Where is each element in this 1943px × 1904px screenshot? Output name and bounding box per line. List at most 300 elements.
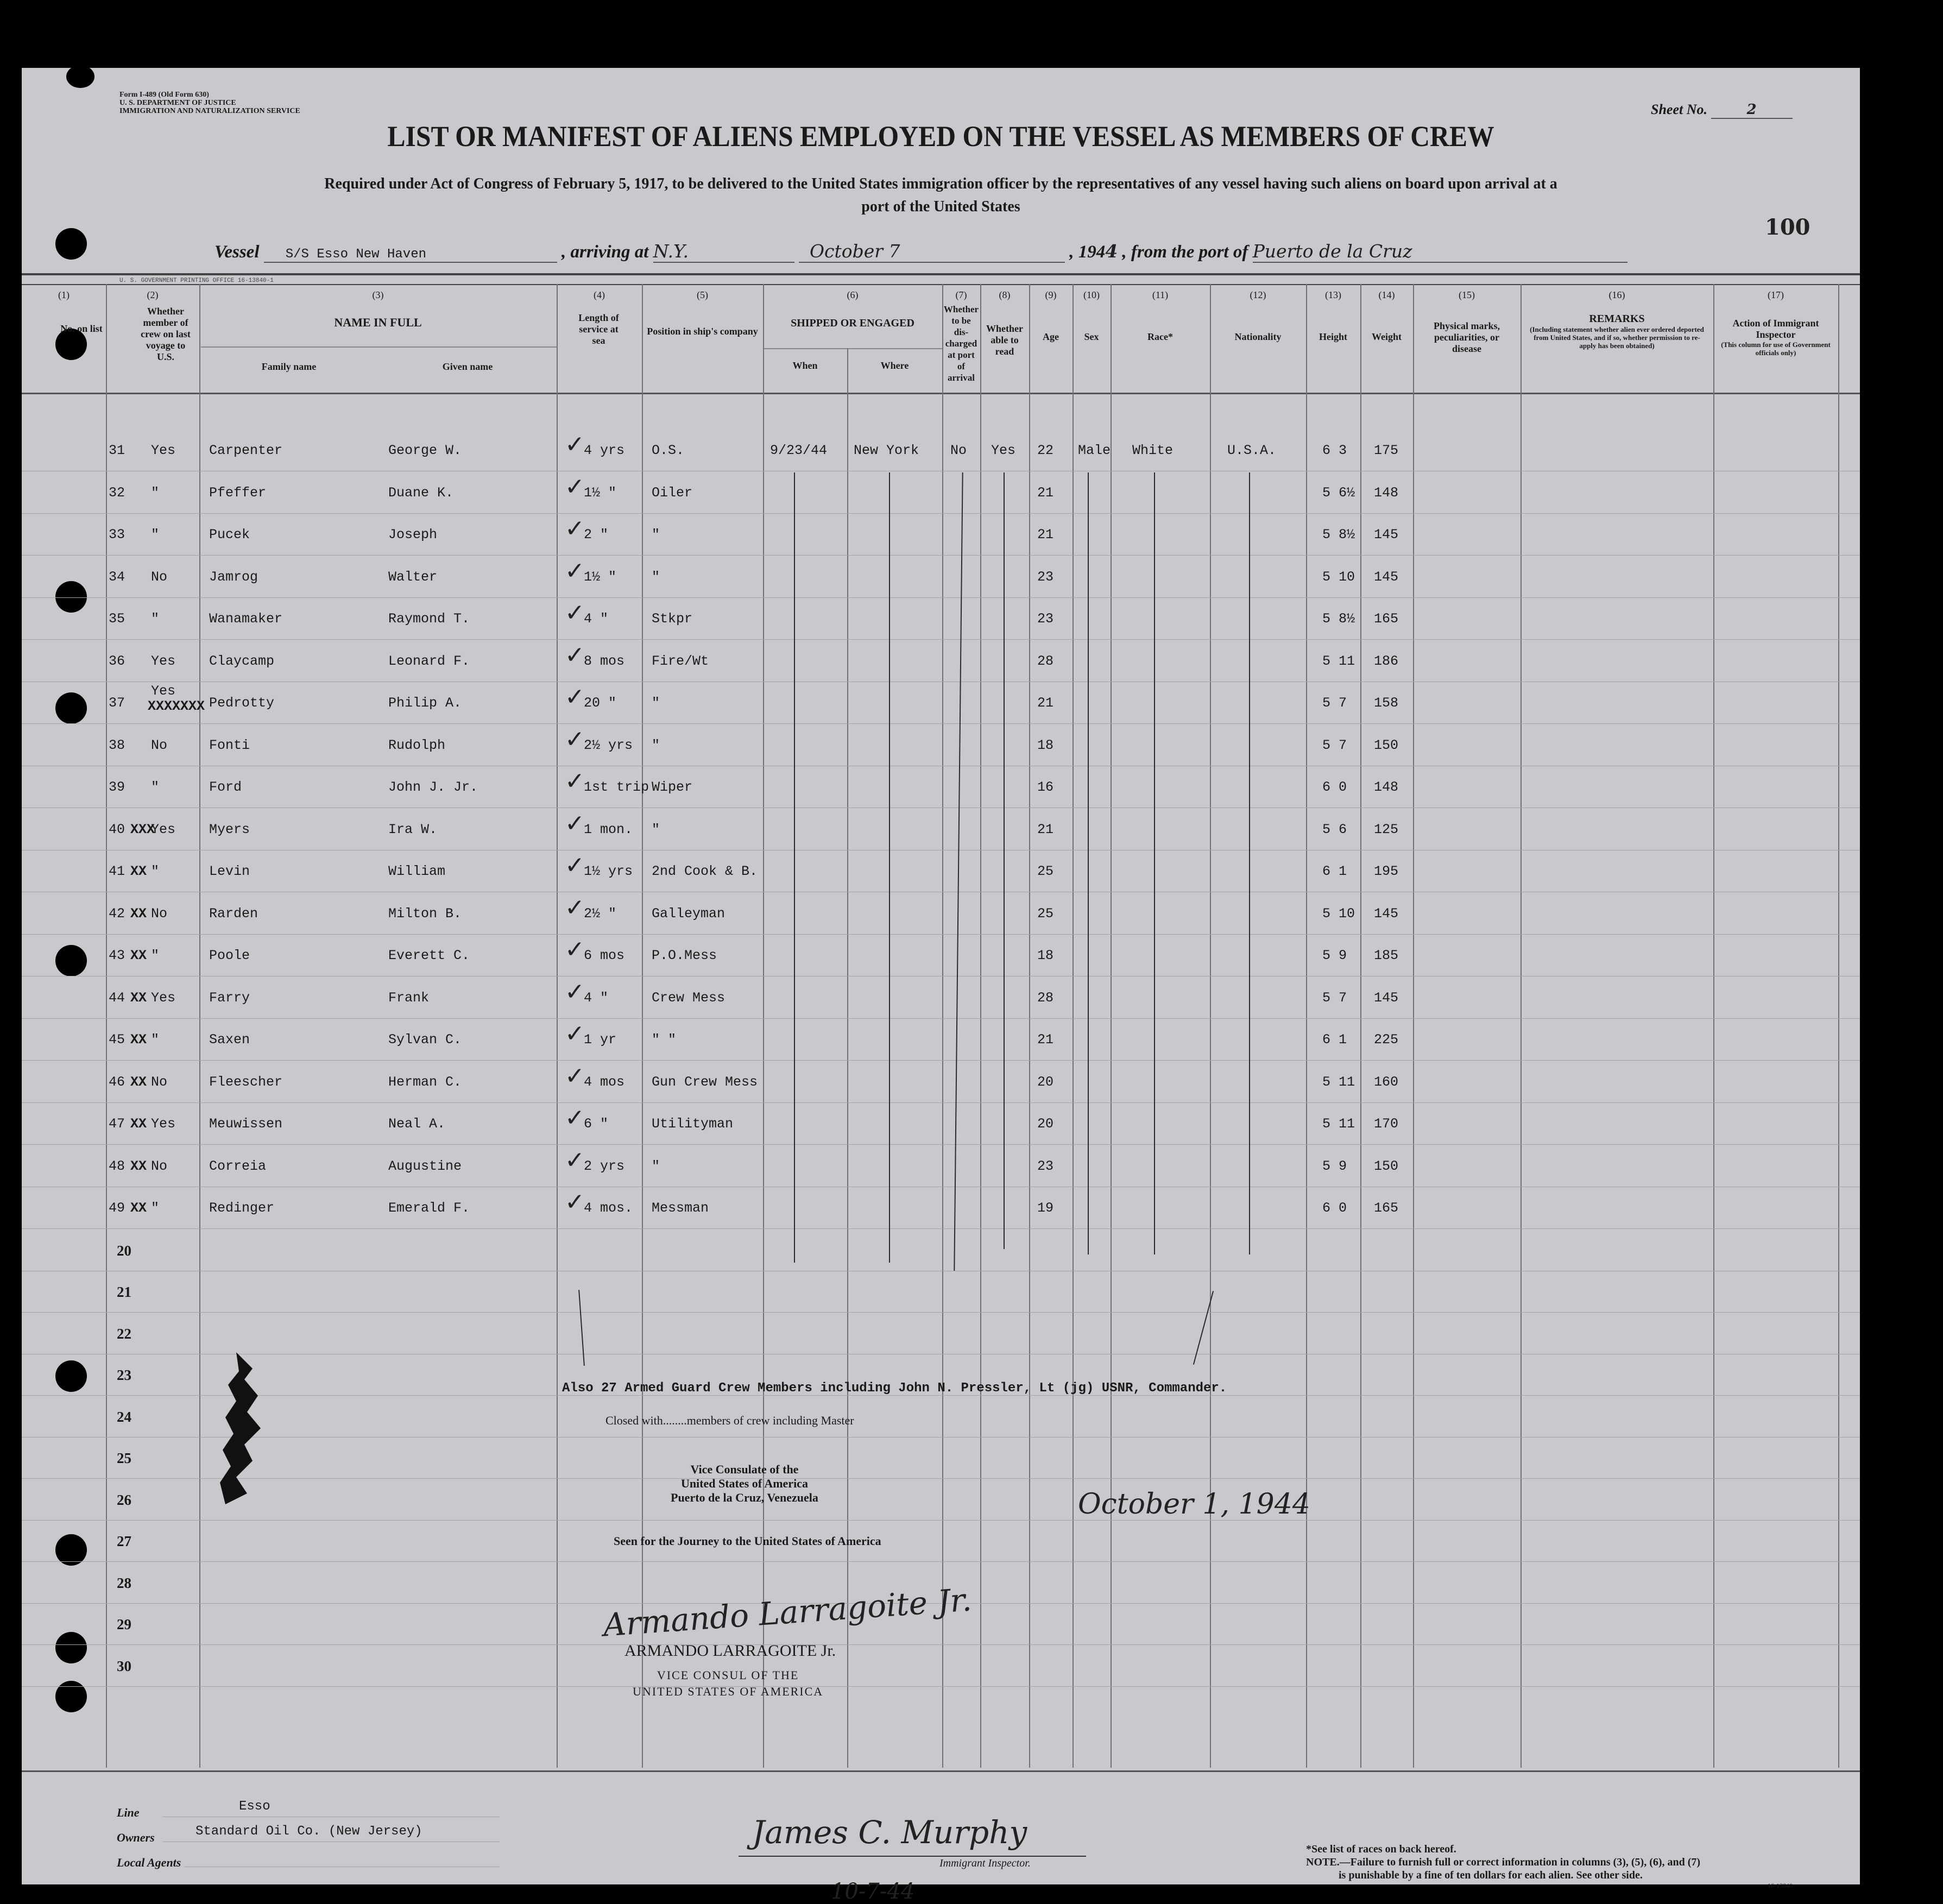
check-mark-icon: ✓ [565,557,585,585]
ditto-line [1154,472,1155,1254]
cell-weight: 186 [1374,653,1399,669]
cell-prev: " [151,863,160,879]
cell-weight: 150 [1374,737,1399,753]
cell-height: 6 1 [1322,1032,1347,1048]
cell-given: Duane K. [388,484,454,501]
cell-height: 5 10 [1322,569,1355,585]
form-number: Form I-489 (Old Form 630) [119,91,209,99]
punch-hole [55,692,87,724]
row-number: 31 [109,443,125,458]
cell-weight: 160 [1374,1074,1399,1090]
cell-weight: 150 [1374,1158,1399,1174]
cell-given: Ira W. [388,821,438,837]
cell-service: 2 yrs [584,1158,625,1174]
blank-row-number: 26 [117,1491,131,1508]
cell-prev: No [151,569,168,585]
row-rule [22,1478,1860,1479]
cell-position: 2nd Cook & B. [652,863,758,879]
cell-family: Levin [209,863,250,879]
row-number: 32 [109,484,125,501]
consul-title-1: VICE CONSUL OF THE [657,1668,799,1682]
service: IMMIGRATION AND NATURALIZATION SERVICE [119,107,300,115]
cell-age: 25 [1037,905,1054,922]
col14-num: (14) [1378,289,1395,300]
row-number: 47 [109,1116,125,1132]
cell-service: 4 yrs [584,443,625,458]
consulate-line-2: United States of America [680,1477,808,1490]
cell-height: 5 10 [1322,905,1355,922]
agents-label: Local Agents [117,1856,181,1869]
cell-age: 20 [1037,1116,1054,1132]
cell-age: 16 [1037,779,1054,795]
col16-header: REMARKS [1589,313,1645,325]
cell-age: 20 [1037,1074,1054,1090]
blank-row-number: 25 [117,1450,131,1466]
col9-num: (9) [1045,289,1057,300]
struck-number: XX [130,1116,147,1132]
cell-height: 5 9 [1322,1158,1347,1174]
cell-family: Wanamaker [209,611,283,627]
cell-discharged: No [950,443,967,458]
cell-position: " [652,527,660,543]
col17-subheader: (This column for use of Government officials only) [1721,341,1831,357]
note-line-2: is punishable by a fine of ten dollars for each alien. See other side. [1339,1869,1643,1881]
check-mark-icon: ✓ [565,515,585,543]
row-number: 40 [109,821,125,837]
col10-num: (10) [1083,289,1100,300]
ditto-line [954,472,963,1271]
check-mark-icon: ✓ [565,599,585,627]
col3b-header: Given name [442,361,493,372]
cell-prev: Yes [151,653,176,669]
col17-header: Action of Immigrant Inspector [1732,318,1819,340]
cell-read: Yes [991,443,1016,458]
race-note: *See list of races on back hereof. [1306,1843,1456,1855]
col16-num: (16) [1608,289,1625,300]
col12-header: Nationality [1234,331,1282,342]
consulate-line-1: Vice Consulate of the [690,1462,799,1476]
sheet-label: Sheet No. [1651,102,1707,117]
col10-header: Sex [1084,331,1099,342]
col15-num: (15) [1459,289,1475,300]
col13-num: (13) [1325,289,1341,300]
cell-given: Raymond T. [388,611,470,627]
cell-weight: 165 [1374,1200,1399,1216]
cell-service: 20 " [584,695,617,711]
col4-num: (4) [594,289,605,300]
page-title: LIST OR MANIFEST OF ALIENS EMPLOYED ON THE VESSEL AS MEMBERS OF CREW [387,120,1494,153]
struck-number: XX [130,863,147,879]
punch-hole [66,65,94,88]
cell-weight: 148 [1374,484,1399,501]
col6b-header: Where [880,360,909,371]
check-mark-icon: ✓ [565,893,585,922]
col1-header: No. on list [60,323,103,334]
cell-given: William [388,863,446,879]
cell-height: 5 6 [1322,821,1347,837]
consul-signature: Armando Larragoite Jr. [602,1581,973,1644]
cell-given: George W. [388,443,462,458]
cell-prev: No [151,905,168,922]
cell-age: 18 [1037,948,1054,963]
cell-weight: 158 [1374,695,1399,711]
cell-weight: 145 [1374,527,1399,543]
col8-num: (8) [999,289,1011,300]
punch-hole [55,1360,87,1392]
struck-number: XX [130,1158,147,1174]
ditto-line [1249,472,1250,1254]
cell-age: 18 [1037,737,1054,753]
cell-race: White [1132,443,1174,458]
cell-position: Fire/Wt [652,653,709,669]
row-rule [22,1437,1860,1438]
row-number: 44 [109,989,125,1006]
row-number: 33 [109,527,125,543]
cell-position: Wiper [652,779,693,795]
col13-header: Height [1319,331,1347,342]
cell-age: 21 [1037,695,1054,711]
page-number: 100 [1765,215,1810,240]
blank-row-number: 23 [117,1367,131,1383]
check-mark-icon: ✓ [565,725,585,753]
struck-number: XX [130,1200,147,1216]
cell-prev: " [151,1200,160,1216]
cell-height: 5 7 [1322,989,1347,1006]
col7-num: (7) [955,289,967,300]
check-mark-icon: ✓ [565,1020,585,1048]
from-label: , from the port of [1122,242,1248,262]
cell-family: Fonti [209,737,250,753]
check-mark-icon: ✓ [565,1104,585,1132]
cell-family: Correia [209,1158,267,1174]
row-number: 34 [109,569,125,585]
cell-family: Jamrog [209,569,258,585]
row-number: 45 [109,1032,125,1048]
year-prefix: , 194 [1069,242,1106,262]
cell-prev: No [151,1158,168,1174]
cell-position: O.S. [652,443,685,458]
check-mark-icon: ✓ [565,641,585,669]
cell-family: Farry [209,989,250,1006]
form-code: 16-13840 [1768,1882,1793,1889]
cell-height: 5 8½ [1322,527,1355,543]
cell-height: 5 8½ [1322,611,1355,627]
cell-given: John J. Jr. [388,779,478,795]
row-rule [22,934,1860,935]
struck-number: XX [130,905,147,922]
cell-service: 4 " [584,989,609,1006]
struck-number: XXX [130,821,155,837]
row-number: 38 [109,737,125,753]
row-number: 42 [109,905,125,922]
row-rule [22,723,1860,724]
col11-header: Race* [1147,331,1173,342]
row-number: 36 [109,653,125,669]
check-mark-icon: ✓ [565,852,585,879]
check-mark-icon: ✓ [565,1146,585,1174]
struck-number: XX [130,1074,147,1090]
closed-with-note: Closed with........members of crew including Master [605,1414,854,1427]
struck-number: XX [130,989,147,1006]
cell-given: Everett C. [388,948,470,963]
row-rule [22,1312,1860,1313]
cell-service: 4 mos. [584,1200,633,1216]
cell-prev: " [151,611,160,627]
arriving-port: N.Y. [653,241,794,263]
cell-given: Frank [388,989,430,1006]
cell-family: Pfeffer [209,484,267,501]
cell-age: 21 [1037,484,1054,501]
row-number: 37 [109,695,125,711]
cell-prev: " [151,484,160,501]
cell-service: 1½ yrs [584,863,633,879]
cell-age: 28 [1037,653,1054,669]
cell-given: Emerald F. [388,1200,470,1216]
row-rule [22,597,1860,598]
col1-num: (1) [58,289,70,300]
row-rule [22,555,1860,556]
cell-prev: Yes [151,443,176,458]
row-rule [22,1144,1860,1145]
col6a-header: When [792,360,818,371]
col4-header: Length of service at sea [578,312,619,346]
cell-service: 1 yr [584,1032,617,1048]
cell-weight: 165 [1374,611,1399,627]
cell-age: 21 [1037,527,1054,543]
cell-service: 2½ yrs [584,737,633,753]
owners-label: Owners [117,1831,155,1844]
cell-given: Joseph [388,527,438,543]
line-value: Esso [239,1799,270,1814]
cell-when: 9/23/44 [770,443,828,458]
cell-prev: " [151,1032,160,1048]
cell-position: Crew Mess [652,989,726,1006]
col6-num: (6) [847,289,859,300]
punch-hole [55,228,87,260]
cell-family: Pucek [209,527,250,543]
consul-title-2: UNITED STATES OF AMERICA [633,1685,824,1698]
row-number: 39 [109,779,125,795]
ditto-line [794,472,795,1263]
cell-sex: Male [1078,443,1111,458]
row-rule [22,1102,1860,1103]
vessel-name: S/S Esso New Haven [264,247,557,263]
col8-header: Whether able to read [986,323,1023,357]
cell-age: 28 [1037,989,1054,1006]
check-mark-icon: ✓ [565,683,585,711]
cell-prev: No [151,1074,168,1090]
col5-header: Position in ship's company [647,326,758,337]
row-rule [22,639,1860,640]
blank-row-number: 29 [117,1616,131,1632]
row-number: 49 [109,1200,125,1216]
ditto-line [578,1290,585,1366]
year-suffix: 4 [1105,241,1118,262]
cell-family: Ford [209,779,242,795]
cell-prev: " [151,779,160,795]
col3-header: NAME IN FULL [334,316,422,329]
cell-position: Utilityman [652,1116,734,1132]
cell-age: 21 [1037,1032,1054,1048]
col14-header: Weight [1371,331,1402,342]
col11-num: (11) [1152,289,1169,300]
row-number: 46 [109,1074,125,1090]
col3a-header: Family name [261,361,317,372]
consul-name: ARMANDO LARRAGOITE Jr. [624,1642,836,1660]
col16-subheader: (Including statement whether alien ever ordered deported from United States, and if so, whether permission to re-apply has been obtained) [1530,325,1704,350]
check-mark-icon: ✓ [565,1188,585,1216]
arriving-label: , arriving at [562,242,649,262]
col15-header: Physical marks, peculiarities, or disease [1433,320,1500,354]
blank-row-number: 28 [117,1574,131,1591]
cell-family: Meuwissen [209,1116,283,1132]
cell-position: Galleyman [652,905,726,922]
col9-header: Age [1043,331,1059,342]
ink-blot [215,1347,269,1510]
ditto-line [1004,472,1005,1249]
row-rule [22,1561,1860,1562]
cell-height: 5 11 [1322,653,1355,669]
cell-height: 6 0 [1322,779,1347,795]
cell-position: Messman [652,1200,709,1216]
ditto-line [1088,472,1089,1254]
col3-num: (3) [372,289,384,300]
check-mark-icon: ✓ [565,978,585,1006]
cell-service: 6 mos [584,948,625,963]
cell-given: Leonard F. [388,653,470,669]
arrival-date: October 7 [799,241,1065,263]
seen-for-note: Seen for the Journey to the United States of America [614,1534,881,1548]
row-rule [22,1644,1860,1645]
cell-service: 1 mon. [584,821,633,837]
cell-given: Augustine [388,1158,462,1174]
check-mark-icon: ✓ [565,936,585,963]
cell-weight: 170 [1374,1116,1399,1132]
cell-prev: " [151,948,160,963]
cell-given: Neal A. [388,1116,446,1132]
cell-age: 23 [1037,1158,1054,1174]
cell-height: 5 11 [1322,1116,1355,1132]
cell-service: 1½ " [584,484,617,501]
row-rule [22,1060,1860,1061]
subtitle-2: port of the United States [861,198,1020,215]
cell-position: " " [652,1032,677,1048]
check-mark-icon: ✓ [565,431,585,458]
cell-position: " [652,1158,660,1174]
note-line-1: NOTE.—Failure to furnish full or correct information in columns (3), (5), (6), and (7) [1306,1856,1701,1868]
cell-prev: Yes [151,1116,176,1132]
cell-weight: 195 [1374,863,1399,879]
cell-family: Pedrotty [209,695,275,711]
col7-header: Whether to be dis-charged at port of arrival [943,304,979,383]
inspector-date: 10-7-44 [831,1879,915,1904]
cell-height: 6 0 [1322,1200,1347,1216]
cell-age: 23 [1037,569,1054,585]
cell-given: Rudolph [388,737,446,753]
check-mark-icon: ✓ [565,767,585,795]
cell-position: " [652,821,660,837]
row-rule [22,1686,1860,1687]
cell-given: Sylvan C. [388,1032,462,1048]
cell-service: 4 " [584,611,609,627]
check-mark-icon: ✓ [565,809,585,837]
col17-num: (17) [1768,289,1784,300]
sheet-number: 2 [1711,102,1793,119]
cell-family: Claycamp [209,653,275,669]
struck-number: XX [130,1032,147,1048]
cell-weight: 175 [1374,443,1399,458]
cell-family: Fleescher [209,1074,283,1090]
col2-num: (2) [147,289,159,300]
row-number: 41 [109,863,125,879]
cell-height: 6 1 [1322,863,1347,879]
printer-mark: U. S. GOVERNMENT PRINTING OFFICE 16-13840-1 [119,278,274,284]
owners-value: Standard Oil Co. (New Jersey) [195,1824,422,1839]
blank-row-number: 21 [117,1284,131,1300]
cell-position: P.O.Mess [652,948,717,963]
row-number: 35 [109,611,125,627]
cell-service: 1st trip [584,779,649,795]
vessel-label: Vessel [215,242,260,262]
col5-num: (5) [697,289,708,300]
row-rule [22,1520,1860,1521]
cell-prev: " [151,527,160,543]
cell-family: Redinger [209,1200,275,1216]
cell-given: Milton B. [388,905,462,922]
cell-weight: 225 [1374,1032,1399,1048]
cell-age: 23 [1037,611,1054,627]
subtitle: Required under Act of Congress of February 5, 1917, to be delivered to the United States immigration officer by the representatives of any vessel having such aliens on board upon arrival at a [324,175,1557,192]
blank-row-number: 22 [117,1325,131,1342]
row-rule [22,1228,1860,1229]
cell-prev: Yes [151,683,176,699]
cell-age: 25 [1037,863,1054,879]
blank-row-number: 27 [117,1533,131,1549]
inspector-label: Immigrant Inspector. [939,1857,1031,1869]
row-number: 43 [109,948,125,963]
struck-number: XX [130,948,147,963]
cell-family: Carpenter [209,443,283,458]
cell-age: 22 [1037,443,1054,458]
col6-header: SHIPPED OR ENGAGED [791,317,914,329]
cell-prev: No [151,737,168,753]
department: U. S. DEPARTMENT OF JUSTICE [119,99,236,107]
cell-service: 8 mos [584,653,625,669]
check-mark-icon: ✓ [565,472,585,501]
cell-where: New York [854,443,919,458]
handwritten-date: October 1, 1944 [1078,1488,1310,1521]
cell-age: 21 [1037,821,1054,837]
cell-weight: 148 [1374,779,1399,795]
manifest-sheet [22,68,1860,1904]
punch-hole [55,1632,87,1663]
cell-age: 19 [1037,1200,1054,1216]
cell-service: 4 mos [584,1074,625,1090]
blank-row-number: 20 [117,1242,131,1259]
col12-num: (12) [1250,289,1266,300]
cell-height: 5 7 [1322,695,1347,711]
cell-position: " [652,695,660,711]
cell-service: 6 " [584,1116,609,1132]
row-rule [22,513,1860,514]
cell-height: 6 3 [1322,443,1347,458]
cell-position: " [652,569,660,585]
cell-weight: 145 [1374,905,1399,922]
cell-service: 2 " [584,527,609,543]
cell-family: Rarden [209,905,258,922]
line-label: Line [117,1806,140,1819]
cell-service: 2½ " [584,905,617,922]
